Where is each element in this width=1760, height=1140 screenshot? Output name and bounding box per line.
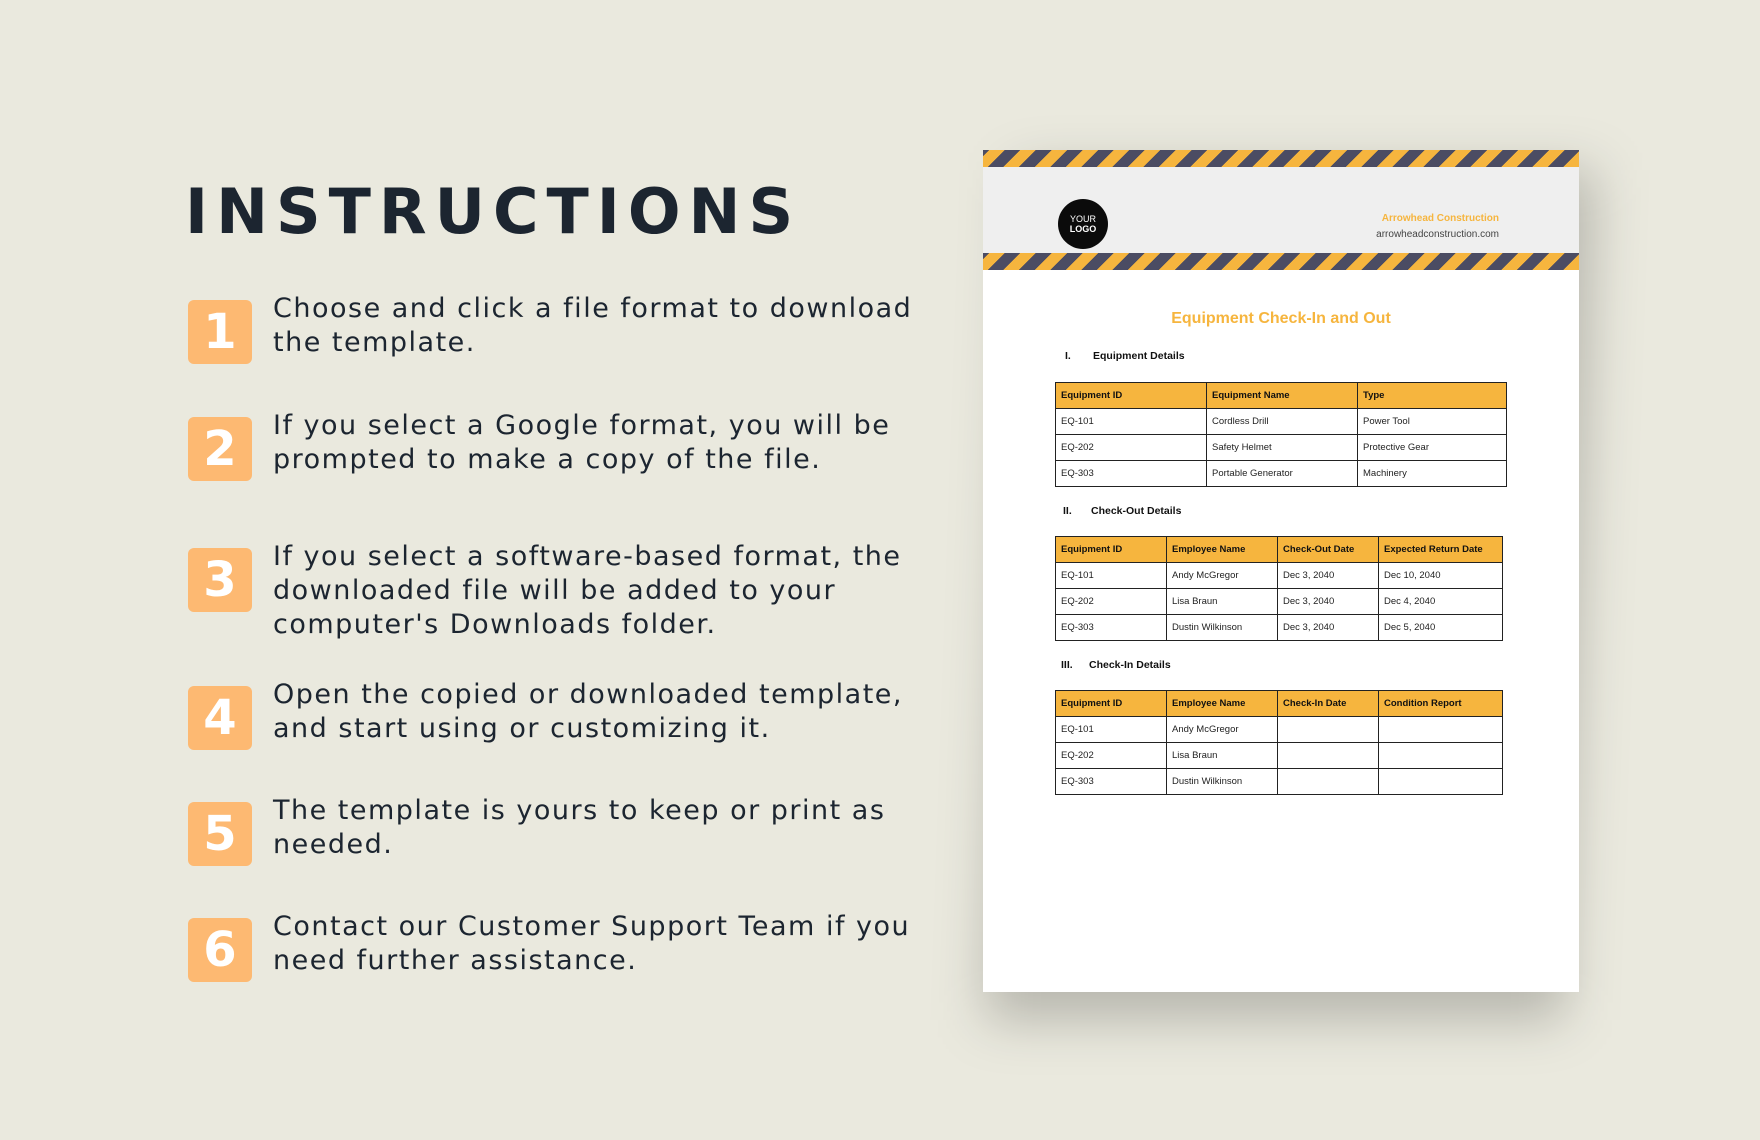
table-cell: EQ-303 (1056, 461, 1207, 487)
table-cell: Dec 3, 2040 (1278, 615, 1379, 641)
table-cell (1278, 769, 1379, 795)
table-cell: Dec 4, 2040 (1379, 589, 1503, 615)
table-cell: EQ-202 (1056, 435, 1207, 461)
column-header: Equipment Name (1207, 383, 1358, 409)
step-number-badge: 6 (188, 918, 252, 982)
table-row (1056, 615, 1503, 641)
section-title: Check-In Details (1089, 659, 1171, 671)
table-row (1056, 409, 1507, 435)
page-title: INSTRUCTIONS (185, 175, 802, 248)
table-cell: Dustin Wilkinson (1167, 769, 1278, 795)
table-cell: Andy McGregor (1167, 717, 1278, 743)
instruction-step (188, 795, 908, 902)
table-cell: Dec 5, 2040 (1379, 615, 1503, 641)
company-info (1376, 211, 1499, 243)
document-header (983, 167, 1579, 253)
step-number-badge: 4 (188, 686, 252, 750)
table-cell: Andy McGregor (1167, 563, 1278, 589)
table-cell: Dustin Wilkinson (1167, 615, 1278, 641)
column-header: Condition Report (1379, 691, 1503, 717)
table-cell: EQ-202 (1056, 589, 1167, 615)
table-row (1056, 589, 1503, 615)
check-in-details-table (1055, 690, 1503, 795)
table-cell: EQ-101 (1056, 717, 1167, 743)
table-cell (1379, 717, 1503, 743)
table-cell: EQ-303 (1056, 769, 1167, 795)
table-row (1056, 743, 1503, 769)
table-header-row (1056, 691, 1503, 717)
company-website: arrowheadconstruction.com (1376, 229, 1499, 240)
table-cell: EQ-101 (1056, 563, 1167, 589)
table-row (1056, 563, 1503, 589)
section-heading (1061, 659, 1171, 671)
step-text: Contact our Customer Support Team if you need further assistance. (273, 911, 911, 976)
step-text: Open the copied or downloaded template, and start using or customizing it. (273, 679, 903, 744)
table-cell: Machinery (1358, 461, 1507, 487)
step-number-badge: 5 (188, 802, 252, 866)
equipment-details-table (1055, 382, 1507, 487)
logo-placeholder (1058, 199, 1108, 249)
table-row (1056, 769, 1503, 795)
step-text: The template is yours to keep or print as needed. (273, 795, 886, 860)
column-header: Equipment ID (1056, 383, 1207, 409)
table-cell (1379, 743, 1503, 769)
step-text: Choose and click a file format to download the template. (273, 293, 913, 358)
step-text: If you select a software-based format, the downloaded file will be added to your computer's Downloads folder. (273, 541, 902, 640)
table-cell: Dec 3, 2040 (1278, 589, 1379, 615)
column-header: Check-In Date (1278, 691, 1379, 717)
table-row (1056, 435, 1507, 461)
column-header: Equipment ID (1056, 537, 1167, 563)
section-heading (1065, 350, 1185, 362)
instruction-step (188, 410, 908, 517)
step-number-badge: 1 (188, 300, 252, 364)
logo-line-1: YOUR (1069, 214, 1096, 224)
table-cell: Dec 3, 2040 (1278, 563, 1379, 589)
column-header: Equipment ID (1056, 691, 1167, 717)
table-cell: EQ-101 (1056, 409, 1207, 435)
table-row (1056, 717, 1503, 743)
column-header: Type (1358, 383, 1507, 409)
section-title: Check-Out Details (1091, 505, 1182, 517)
table-cell (1278, 743, 1379, 769)
section-number: II. (1063, 505, 1072, 517)
section-title: Equipment Details (1093, 350, 1185, 362)
table-cell: Protective Gear (1358, 435, 1507, 461)
table-row (1056, 461, 1507, 487)
section-number: I. (1065, 350, 1071, 362)
column-header: Expected Return Date (1379, 537, 1503, 563)
instruction-step (188, 911, 911, 1018)
document-title: Equipment Check-In and Out (1171, 310, 1391, 327)
company-name: Arrowhead Construction (1381, 213, 1499, 224)
instruction-step (188, 679, 908, 786)
column-header: Employee Name (1167, 537, 1278, 563)
step-text: If you select a Google format, you will be prompted to make a copy of the file. (273, 410, 891, 475)
table-cell: Cordless Drill (1207, 409, 1358, 435)
instruction-step (188, 293, 913, 400)
section-heading (1063, 505, 1181, 517)
table-header-row (1056, 383, 1507, 409)
step-number-badge: 2 (188, 417, 252, 481)
hazard-stripe-bottom (983, 253, 1579, 270)
column-header: Check-Out Date (1278, 537, 1379, 563)
hazard-stripe-top (983, 150, 1579, 167)
table-cell (1278, 717, 1379, 743)
table-cell: Safety Helmet (1207, 435, 1358, 461)
check-out-details-table (1055, 536, 1503, 641)
instruction-step (188, 541, 908, 648)
table-cell: EQ-303 (1056, 615, 1167, 641)
logo-line-2: LOGO (1069, 224, 1097, 234)
table-cell: Dec 10, 2040 (1379, 563, 1503, 589)
column-header: Employee Name (1167, 691, 1278, 717)
table-cell: Power Tool (1358, 409, 1507, 435)
document-preview (983, 150, 1579, 992)
table-cell: Portable Generator (1207, 461, 1358, 487)
table-cell: Lisa Braun (1167, 589, 1278, 615)
table-cell: EQ-202 (1056, 743, 1167, 769)
section-number: III. (1061, 659, 1073, 671)
step-number-badge: 3 (188, 548, 252, 612)
table-cell: Lisa Braun (1167, 743, 1278, 769)
table-header-row (1056, 537, 1503, 563)
table-cell (1379, 769, 1503, 795)
